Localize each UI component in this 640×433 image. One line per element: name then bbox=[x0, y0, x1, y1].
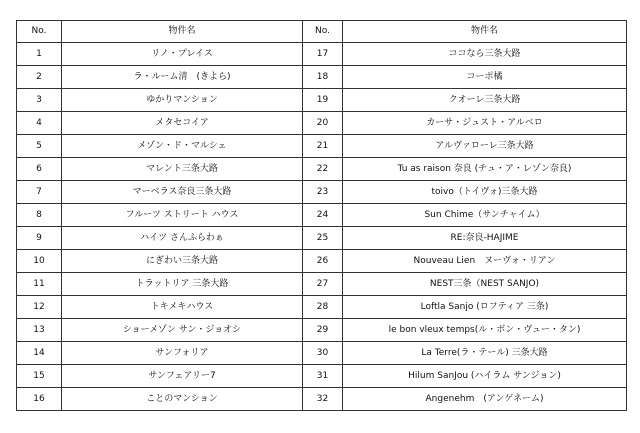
header-no-right: No. bbox=[303, 21, 343, 43]
table-row bbox=[17, 135, 627, 158]
property-name-right: toivo（トイヴォ)三条大路 bbox=[343, 181, 627, 204]
property-name-left: メゾン・ド・マルシェ bbox=[62, 135, 303, 158]
row-no-left: 12 bbox=[17, 296, 62, 319]
property-name-right: NEST三条（NEST SANJO) bbox=[343, 273, 627, 296]
row-no-right: 27 bbox=[303, 273, 343, 296]
table-row bbox=[17, 66, 627, 89]
row-no-right: 20 bbox=[303, 112, 343, 135]
row-no-left: 1 bbox=[17, 43, 62, 66]
table-body bbox=[17, 43, 627, 411]
table-row bbox=[17, 181, 627, 204]
property-name-right: RE:奈良-HAJIME bbox=[343, 227, 627, 250]
table-row bbox=[17, 43, 627, 66]
property-name-left: サンフェアリー7 bbox=[62, 365, 303, 388]
row-no-left: 13 bbox=[17, 319, 62, 342]
table-row bbox=[17, 342, 627, 365]
property-name-left: にぎわい三条大路 bbox=[62, 250, 303, 273]
header-no-left: No. bbox=[17, 21, 62, 43]
table-header-row bbox=[17, 21, 627, 43]
row-no-right: 26 bbox=[303, 250, 343, 273]
property-name-left: トキメキハウス bbox=[62, 296, 303, 319]
row-no-right: 29 bbox=[303, 319, 343, 342]
property-name-left: ショーメゾン サン・ジョオシ bbox=[62, 319, 303, 342]
property-name-left: マーベラス奈良三条大路 bbox=[62, 181, 303, 204]
property-name-right: Loftla Sanjo (ロフティア 三条) bbox=[343, 296, 627, 319]
property-name-left: リノ・プレイス bbox=[62, 43, 303, 66]
row-no-left: 3 bbox=[17, 89, 62, 112]
row-no-left: 15 bbox=[17, 365, 62, 388]
property-name-left: サンフォリア bbox=[62, 342, 303, 365]
row-no-left: 10 bbox=[17, 250, 62, 273]
property-name-right: La Terre(ラ・テール) 三条大路 bbox=[343, 342, 627, 365]
property-name-left: トラットリア 三条大路 bbox=[62, 273, 303, 296]
property-name-right: コーポ橘 bbox=[343, 66, 627, 89]
row-no-left: 16 bbox=[17, 388, 62, 411]
header-name-right: 物件名 bbox=[343, 21, 627, 43]
table-row bbox=[17, 227, 627, 250]
table-row bbox=[17, 319, 627, 342]
table-row bbox=[17, 388, 627, 411]
property-name-left: メタセコイア bbox=[62, 112, 303, 135]
row-no-right: 23 bbox=[303, 181, 343, 204]
table-row bbox=[17, 296, 627, 319]
property-name-left: ゆかりマンション bbox=[62, 89, 303, 112]
header-name-left: 物件名 bbox=[62, 21, 303, 43]
property-name-left: ハイツ さんふらわぁ bbox=[62, 227, 303, 250]
row-no-right: 17 bbox=[303, 43, 343, 66]
row-no-left: 4 bbox=[17, 112, 62, 135]
property-name-right: Nouveau Lien ヌーヴォ・リアン bbox=[343, 250, 627, 273]
table-row bbox=[17, 365, 627, 388]
row-no-left: 8 bbox=[17, 204, 62, 227]
row-no-right: 31 bbox=[303, 365, 343, 388]
property-name-left: ラ・ルーム清 (きよら) bbox=[62, 66, 303, 89]
table-row bbox=[17, 204, 627, 227]
row-no-left: 14 bbox=[17, 342, 62, 365]
table-row bbox=[17, 112, 627, 135]
table-row bbox=[17, 89, 627, 112]
property-name-right: Sun Chime（サンチャイム） bbox=[343, 204, 627, 227]
property-name-right: Tu as raison 奈良 (チュ・ア・レゾン奈良) bbox=[343, 158, 627, 181]
row-no-left: 5 bbox=[17, 135, 62, 158]
row-no-right: 24 bbox=[303, 204, 343, 227]
property-name-right: ココなら三条大路 bbox=[343, 43, 627, 66]
property-name-right: le bon vleux temps(ル・ボン・ヴュー・タン) bbox=[343, 319, 627, 342]
property-name-right: アルヴァローレ三条大路 bbox=[343, 135, 627, 158]
property-name-right: クオーレ三条大路 bbox=[343, 89, 627, 112]
row-no-right: 32 bbox=[303, 388, 343, 411]
table-row bbox=[17, 158, 627, 181]
row-no-left: 9 bbox=[17, 227, 62, 250]
row-no-left: 6 bbox=[17, 158, 62, 181]
table-row bbox=[17, 250, 627, 273]
row-no-right: 21 bbox=[303, 135, 343, 158]
row-no-right: 18 bbox=[303, 66, 343, 89]
row-no-right: 30 bbox=[303, 342, 343, 365]
property-name-right: Angenehm (アンゲネーム) bbox=[343, 388, 627, 411]
row-no-left: 2 bbox=[17, 66, 62, 89]
property-name-left: フルーツ ストリート ハウス bbox=[62, 204, 303, 227]
property-name-left: ことのマンション bbox=[62, 388, 303, 411]
property-table bbox=[16, 20, 627, 411]
row-no-right: 22 bbox=[303, 158, 343, 181]
table-row bbox=[17, 273, 627, 296]
property-name-right: Hilum SanJou (ハイラム サンジョン) bbox=[343, 365, 627, 388]
row-no-left: 7 bbox=[17, 181, 62, 204]
row-no-right: 19 bbox=[303, 89, 343, 112]
property-name-right: カーサ・ジュスト・アルベロ bbox=[343, 112, 627, 135]
row-no-right: 25 bbox=[303, 227, 343, 250]
row-no-right: 28 bbox=[303, 296, 343, 319]
property-name-left: マレント三条大路 bbox=[62, 158, 303, 181]
row-no-left: 11 bbox=[17, 273, 62, 296]
